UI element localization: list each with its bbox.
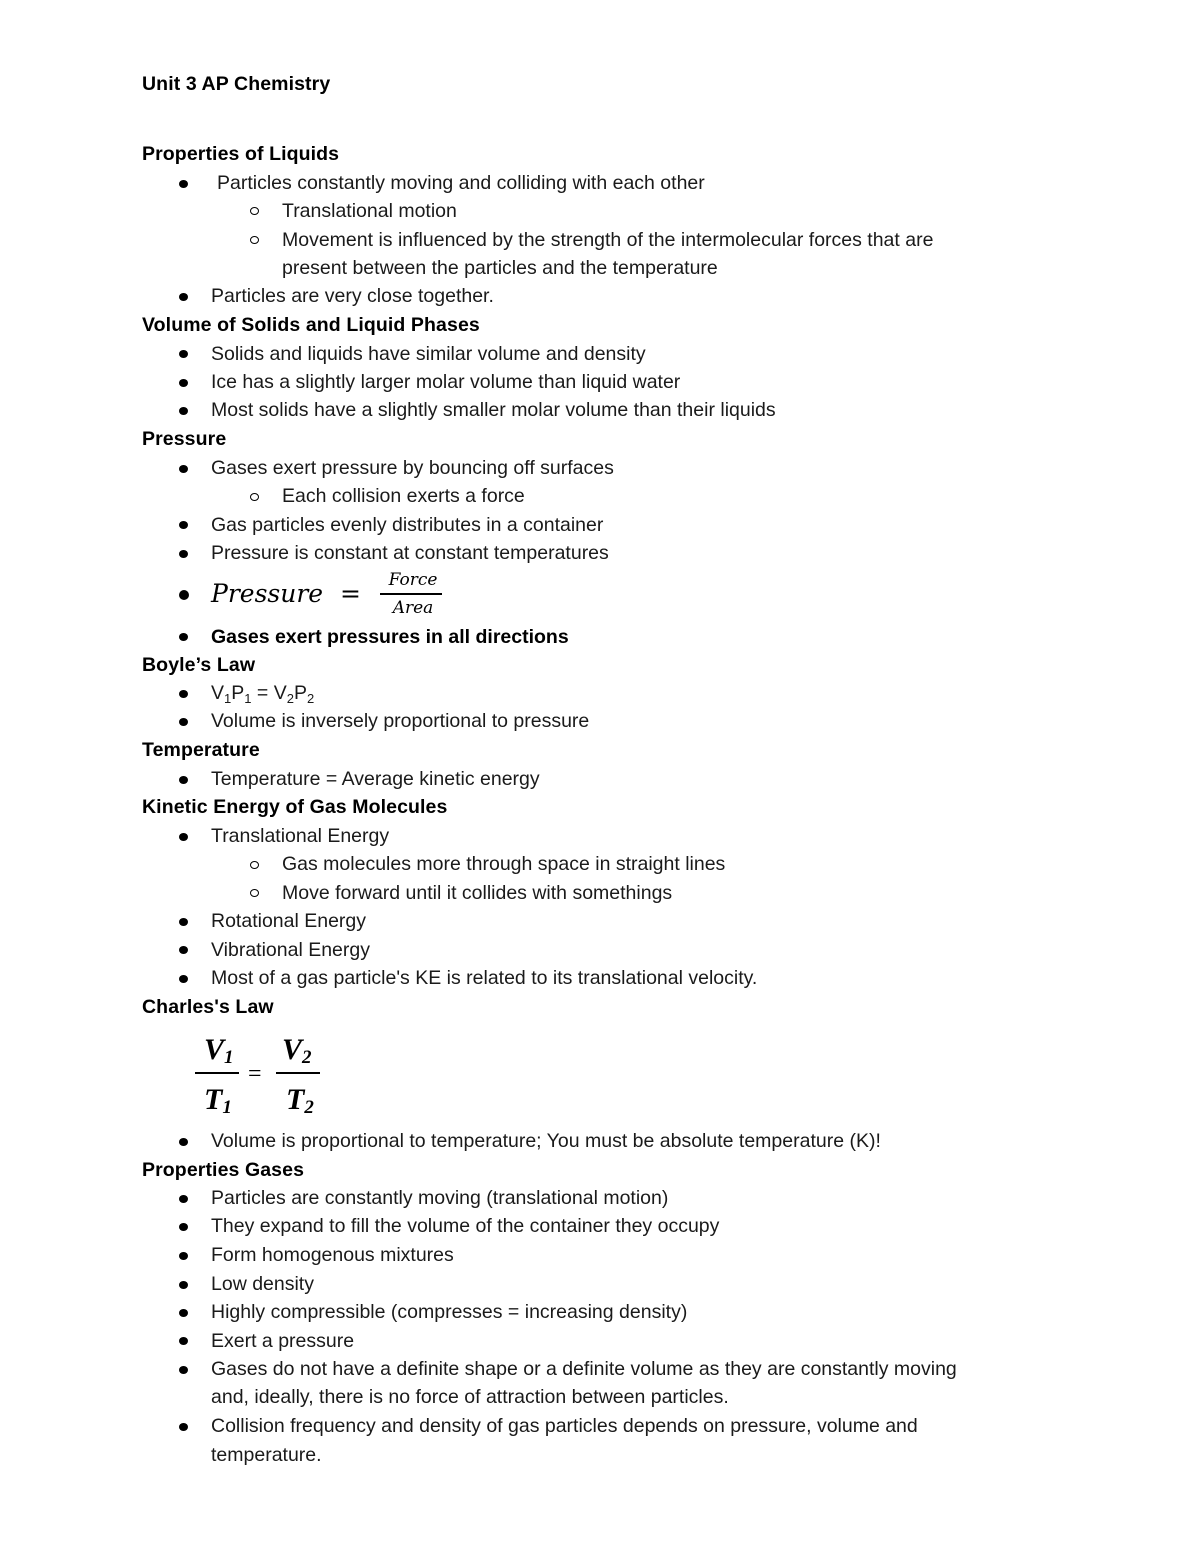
- list-item: Form homogenous mixtures: [211, 1244, 454, 1266]
- fraction-bar: [195, 1072, 239, 1074]
- fraction-bar: [276, 1072, 320, 1074]
- sub-list-item: Translational motion: [282, 200, 457, 222]
- eq-subscript: 2: [306, 691, 315, 706]
- sub-list-item: Movement is influenced by the strength of the intermolecular forces that are: [282, 229, 934, 251]
- bullet-icon: [179, 590, 189, 600]
- bullet-icon: [179, 1366, 188, 1374]
- bullet-icon: [179, 1252, 188, 1260]
- bullet-icon: [179, 918, 188, 926]
- bullet-icon: [179, 1281, 188, 1289]
- sub-bullet-icon: [250, 493, 259, 501]
- list-item: Temperature = Average kinetic energy: [211, 768, 540, 790]
- section-heading-volume: Volume of Solids and Liquid Phases: [142, 314, 480, 336]
- eq-part: P: [231, 682, 245, 704]
- eq-subscript: 1: [224, 1047, 234, 1068]
- section-heading-charles: Charles's Law: [142, 996, 274, 1018]
- bullet-icon: [179, 407, 188, 415]
- list-item-continuation: temperature.: [211, 1444, 322, 1466]
- sub-bullet-icon: [250, 236, 259, 244]
- eq-var: V: [282, 1033, 303, 1066]
- list-item: Collision frequency and density of gas particles depends on pressure, volume and: [211, 1415, 918, 1437]
- fraction-bar: [380, 593, 442, 595]
- list-item: Translational Energy: [211, 825, 390, 847]
- sub-bullet-icon: [250, 861, 259, 869]
- list-item: Gases exert pressure by bouncing off surfaces: [211, 457, 614, 479]
- sub-list-item: Each collision exerts a force: [282, 485, 525, 507]
- eq-var: T: [286, 1083, 305, 1116]
- list-item: Rotational Energy: [211, 910, 367, 932]
- eq-equals: =: [248, 1061, 262, 1087]
- bullet-icon: [179, 465, 188, 473]
- bullet-icon: [179, 550, 188, 558]
- bullet-icon: [179, 1423, 188, 1431]
- bullet-icon: [179, 1309, 188, 1317]
- eq-t2: [286, 1082, 314, 1118]
- list-item: They expand to fill the volume of the container they occupy: [211, 1215, 720, 1237]
- boyle-equation: [211, 679, 314, 707]
- eq-subscript: 1: [222, 1097, 232, 1118]
- list-item: Volume is proportional to temperature; You must be absolute temperature (K)!: [211, 1130, 881, 1152]
- eq-subscript: 2: [286, 691, 294, 706]
- bullet-icon: [179, 946, 188, 954]
- list-item: Exert a pressure: [211, 1330, 355, 1352]
- list-item: Most of a gas particle's KE is related to its translational velocity.: [211, 967, 758, 989]
- list-item: Highly compressible (compresses = increasing density): [211, 1301, 688, 1323]
- section-heading-pressure: Pressure: [142, 428, 227, 450]
- formula-denominator: Area: [392, 598, 434, 618]
- section-heading-temperature: Temperature: [142, 739, 260, 761]
- bullet-icon: [179, 833, 188, 841]
- list-item: Low density: [211, 1273, 314, 1295]
- section-heading-kinetic: Kinetic Energy of Gas Molecules: [142, 796, 448, 818]
- list-item-continuation: and, ideally, there is no force of attraction between particles.: [211, 1386, 729, 1408]
- eq-subscript: 2: [302, 1047, 312, 1068]
- list-item: Ice has a slightly larger molar volume than liquid water: [211, 371, 681, 393]
- eq-v1: [204, 1032, 234, 1068]
- bullet-icon: [179, 379, 188, 387]
- eq-subscript: 1: [244, 691, 252, 706]
- list-item: Vibrational Energy: [211, 939, 370, 961]
- bullet-icon: [179, 633, 188, 641]
- list-item: Gases do not have a definite shape or a definite volume as they are constantly moving: [211, 1358, 957, 1380]
- list-item: Solids and liquids have similar volume and density: [211, 343, 646, 365]
- sub-list-item: Gas molecules more through space in straight lines: [282, 853, 726, 875]
- list-item: Volume is inversely proportional to pressure: [211, 710, 590, 732]
- eq-v2: [282, 1032, 312, 1068]
- list-item-bold: Gases exert pressures in all directions: [211, 626, 569, 648]
- bullet-icon: [179, 718, 188, 726]
- section-heading-gases: Properties Gases: [142, 1159, 305, 1181]
- bullet-icon: [179, 1195, 188, 1203]
- list-item: Particles are constantly moving (translational motion): [211, 1187, 669, 1209]
- eq-var: T: [204, 1083, 223, 1116]
- bullet-icon: [179, 690, 188, 698]
- eq-var: V: [204, 1033, 225, 1066]
- bullet-icon: [179, 293, 188, 301]
- bullet-icon: [179, 180, 188, 188]
- formula-equals: =: [340, 579, 361, 608]
- sub-bullet-icon: [250, 889, 259, 897]
- formula-lhs: Pressure: [211, 579, 324, 608]
- bullet-icon: [179, 521, 188, 529]
- bullet-icon: [179, 975, 188, 983]
- section-heading-boyle: Boyle’s Law: [142, 654, 256, 676]
- sub-list-item-continuation: present between the particles and the temperature: [282, 257, 718, 279]
- sub-bullet-icon: [250, 207, 259, 215]
- eq-part: V: [211, 682, 225, 704]
- document-title: Unit 3 AP Chemistry: [142, 73, 331, 95]
- sub-list-item: Move forward until it collides with somethings: [282, 882, 673, 904]
- bullet-icon: [179, 1223, 188, 1231]
- list-item: Particles are very close together.: [211, 285, 494, 307]
- formula-numerator: Force: [388, 570, 438, 590]
- bullet-icon: [179, 1337, 188, 1345]
- eq-part: = V: [251, 682, 287, 704]
- bullet-icon: [179, 776, 188, 784]
- bullet-icon: [179, 1138, 188, 1146]
- eq-part: P: [293, 682, 307, 704]
- eq-subscript: 2: [304, 1097, 314, 1118]
- bullet-icon: [179, 350, 188, 358]
- section-heading-liquids: Properties of Liquids: [142, 143, 340, 165]
- list-item: Most solids have a slightly smaller molar volume than their liquids: [211, 399, 776, 421]
- list-item: Particles constantly moving and colliding with each other: [217, 172, 705, 194]
- eq-t1: [204, 1082, 232, 1118]
- eq-subscript: 1: [224, 691, 232, 706]
- list-item: Gas particles evenly distributes in a container: [211, 514, 604, 536]
- list-item: Pressure is constant at constant temperatures: [211, 542, 609, 564]
